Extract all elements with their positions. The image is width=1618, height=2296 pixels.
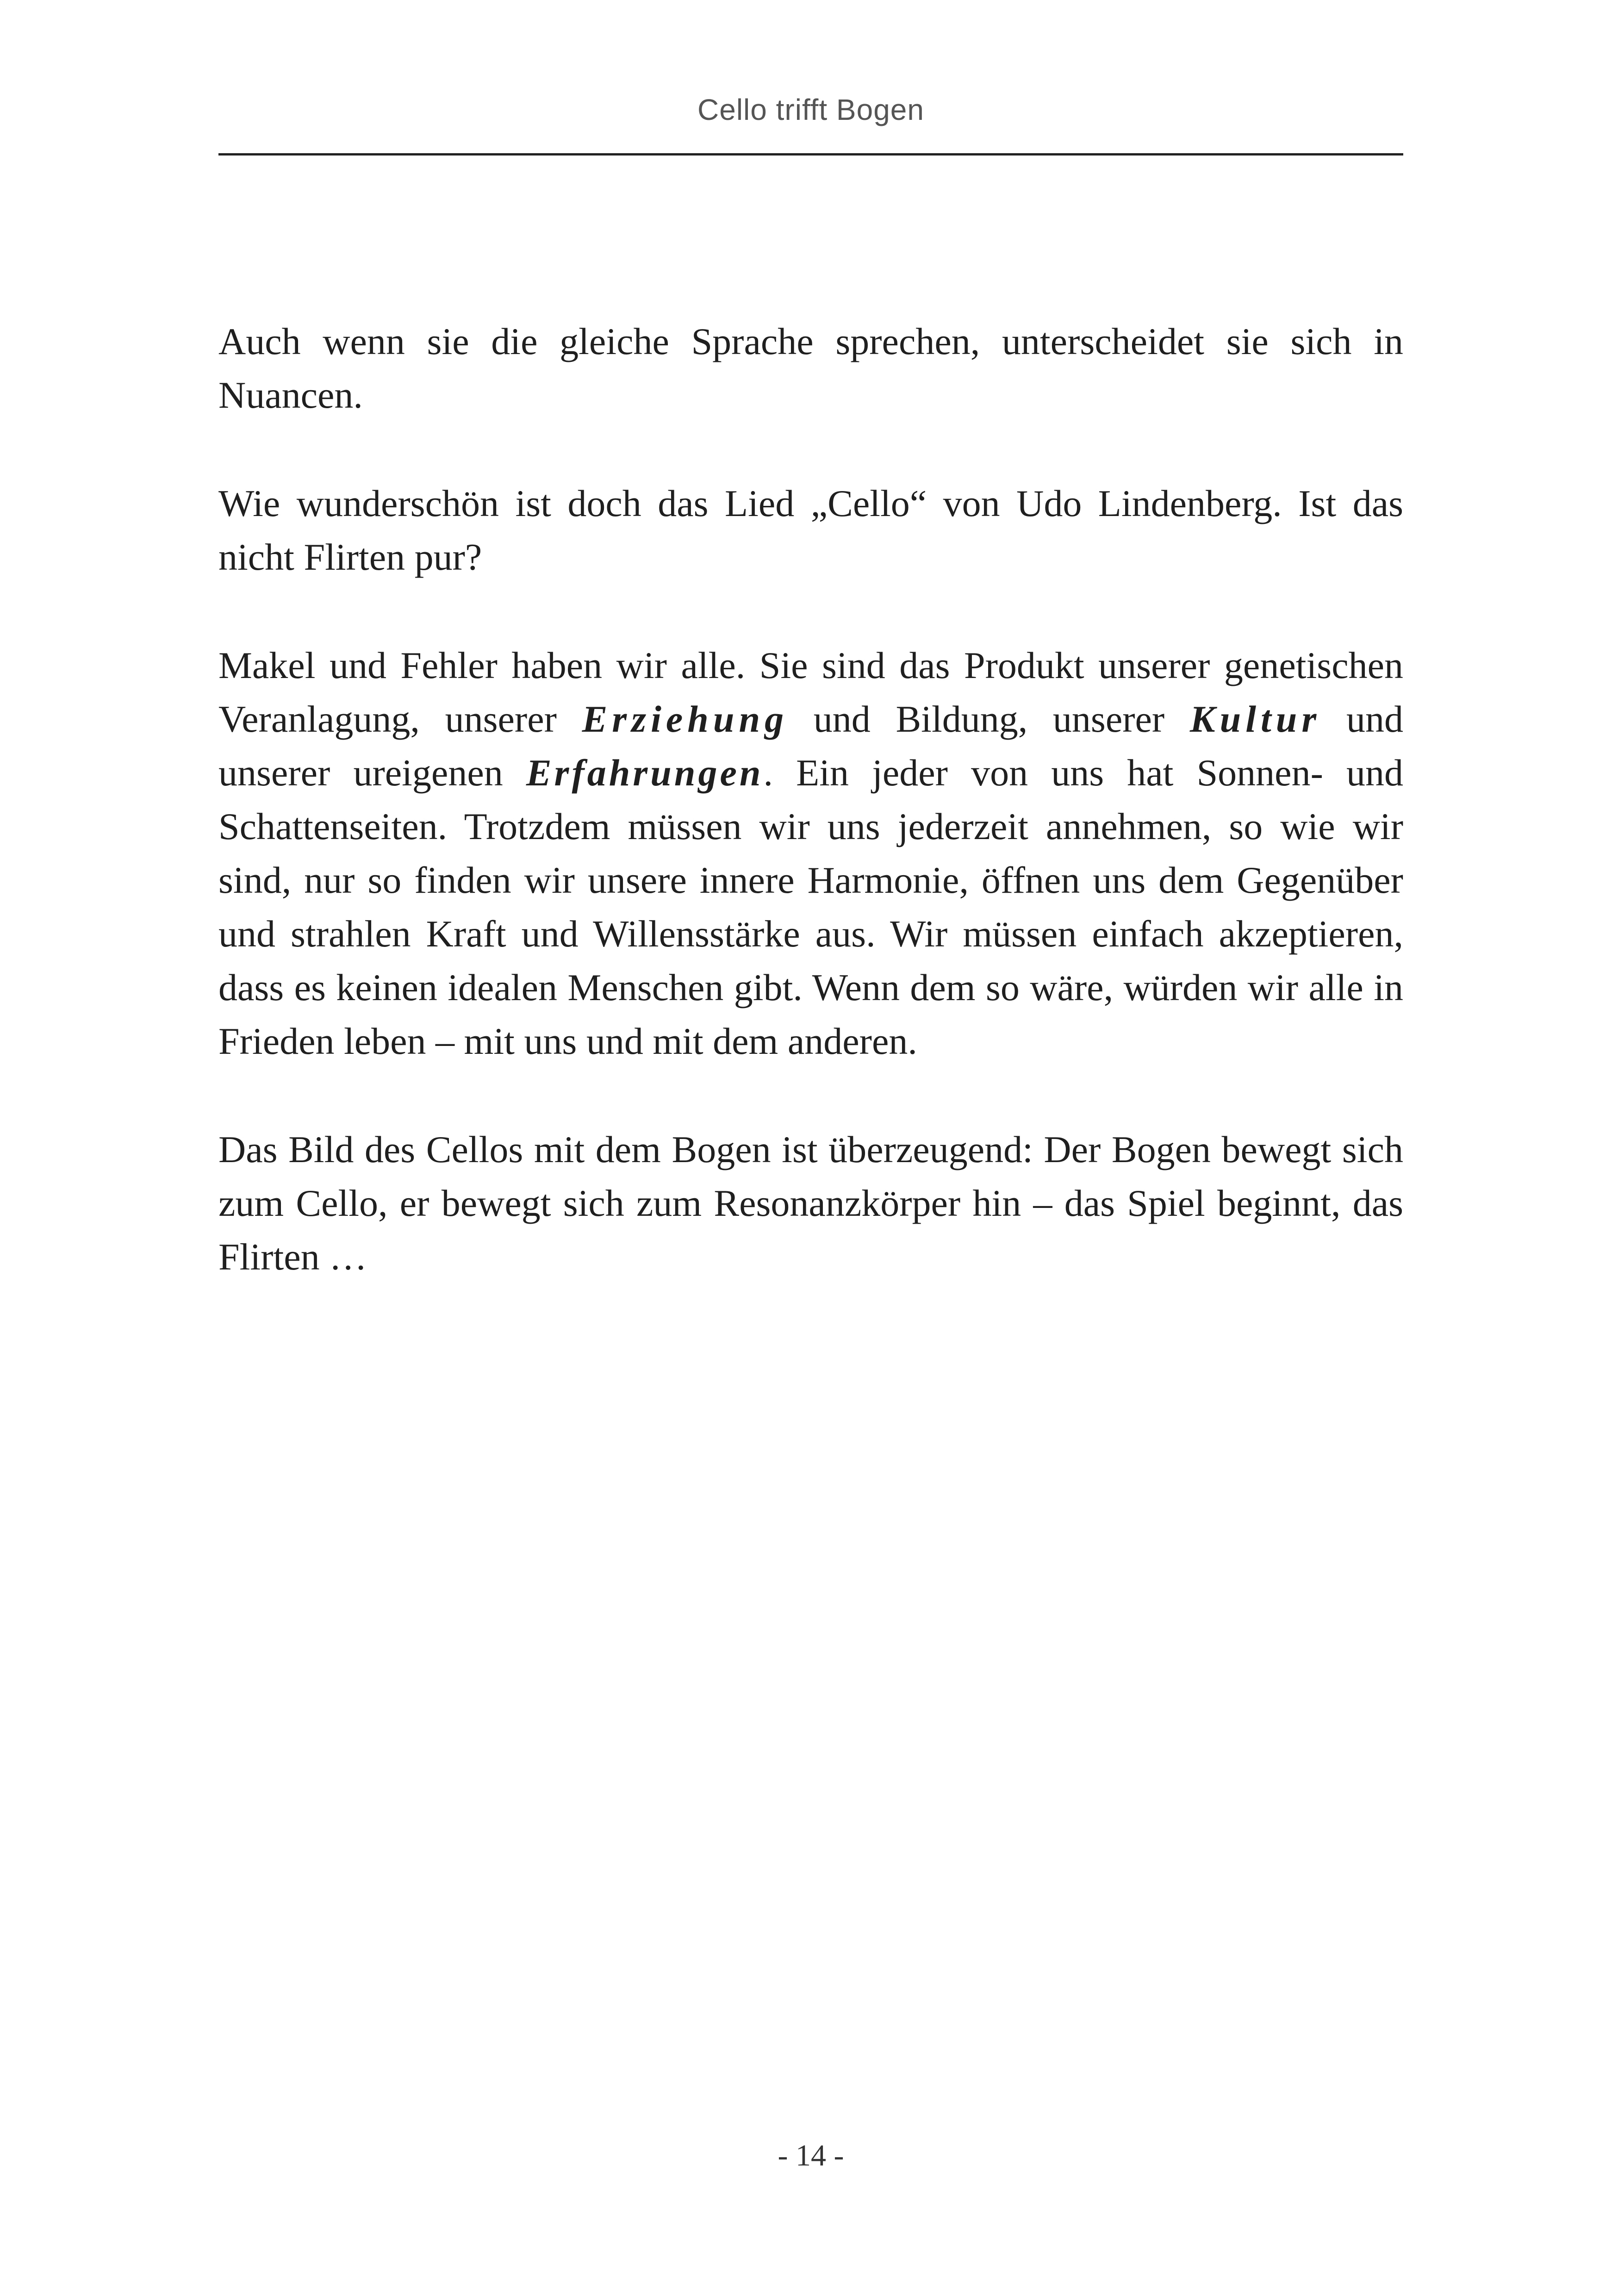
emphasis-erfahrungen: Erfahrungen: [526, 752, 764, 794]
paragraph-3-text-1: Makel und Fehler haben wir alle. Sie sind das Produkt unserer genetischen Veranlagung, unserer: [218, 644, 1403, 740]
paragraph-4: Das Bild des Cellos mit dem Bogen ist überzeugend: Der Bogen bewegt sich zum Cello, er bewegt sich zum Resonanzkörper hin – das Spiel beginnt, das Flirten …: [218, 1128, 1403, 1278]
paragraph-2: Wie wunderschön ist doch das Lied „Cello“ von Udo Lindenberg. Ist das nicht Flirten pur?: [218, 482, 1403, 578]
paragraph-3-text-2: und Bildung, unserer: [788, 698, 1190, 740]
paragraph-1: Auch wenn sie die gleiche Sprache sprechen, unterscheidet sie sich in Nuancen.: [218, 320, 1403, 416]
emphasis-kultur: Kultur: [1189, 698, 1321, 740]
paragraph-3-text-3: und unserer ureigenen: [218, 698, 1403, 794]
main-text: [218, 315, 1403, 1338]
page-number: - 14 -: [778, 2139, 844, 2172]
header-rule: [218, 153, 1403, 156]
paragraph-3-text-4: . Ein jeder von uns hat Sonnen- und Schattenseiten. Trotzdem müssen wir uns jederzeit annehmen, so wie wir sind, nur so finden wir unsere innere Harmonie, öffnen uns dem Gegenüber und strahlen Kraft und Willensstärke aus. Wir müssen einfach akzeptieren, dass es keinen idealen Menschen gibt. Wenn dem so wäre, würden wir alle in Frieden leben – mit uns und mit dem anderen.: [218, 752, 1403, 1062]
emphasis-erziehung: Erziehung: [582, 698, 789, 740]
running-header: Cello trifft Bogen: [697, 93, 924, 126]
paragraph-3: [218, 639, 1403, 1068]
